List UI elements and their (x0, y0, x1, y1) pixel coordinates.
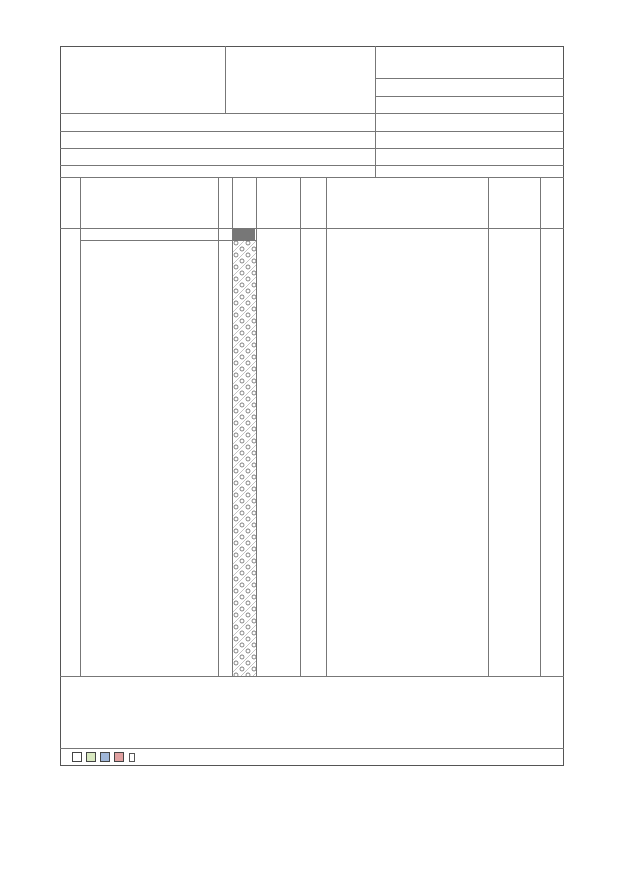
legend-level4-box (114, 752, 124, 762)
legend-sample (129, 753, 135, 762)
legend-level2-box (86, 752, 96, 762)
uscs-concrete (233, 229, 255, 240)
legend-level3-box (100, 752, 110, 762)
legend (66, 752, 139, 762)
uscs-gravel-pattern (233, 240, 256, 676)
legend-level1-box (72, 752, 82, 762)
